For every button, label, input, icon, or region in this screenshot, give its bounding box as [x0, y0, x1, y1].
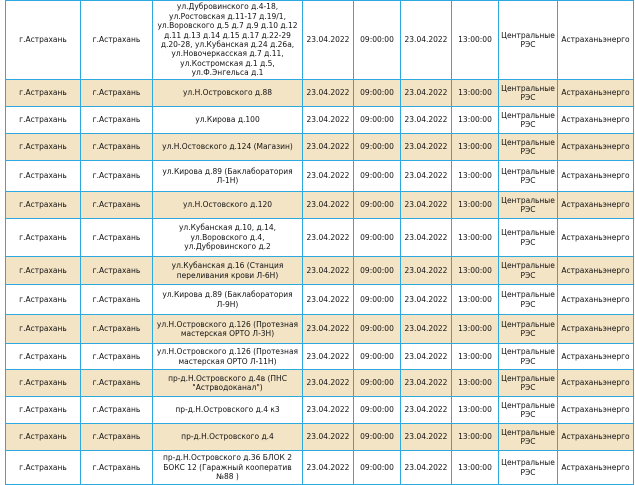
time-to-cell: 13:00:00 — [452, 370, 499, 397]
company-cell: Астраханьэнерго — [558, 161, 634, 192]
time-to-cell: 13:00:00 — [452, 315, 499, 344]
table-row — [6, 424, 634, 451]
company-cell: Астраханьэнерго — [558, 315, 634, 344]
date-to-cell: 23.04.2022 — [401, 370, 452, 397]
locality-cell: г.Астрахань — [81, 257, 153, 285]
res-cell: Центральные РЭС — [499, 107, 558, 134]
table-row — [6, 107, 634, 134]
date-to-cell: 23.04.2022 — [401, 219, 452, 257]
company-cell: Астраханьэнерго — [558, 107, 634, 134]
address-cell: пр-д.Н.Островского д.4 к3 — [153, 397, 303, 424]
time-from-cell: 09:00:00 — [354, 451, 401, 485]
time-from-cell: 09:00:00 — [354, 134, 401, 161]
address-cell: ул.Н.Остовского д.120 — [153, 192, 303, 219]
date-to-cell: 23.04.2022 — [401, 424, 452, 451]
date-to-cell: 23.04.2022 — [401, 285, 452, 315]
address-cell: ул.Н.Остовского д.124 (Магазин) — [153, 134, 303, 161]
date-to-cell: 23.04.2022 — [401, 134, 452, 161]
time-to-cell: 13:00:00 — [452, 397, 499, 424]
time-to-cell: 13:00:00 — [452, 219, 499, 257]
date-from-cell: 23.04.2022 — [303, 397, 354, 424]
time-from-cell: 09:00:00 — [354, 80, 401, 107]
locality-cell: г.Астрахань — [81, 1, 153, 80]
time-from-cell: 09:00:00 — [354, 161, 401, 192]
res-cell: Центральные РЭС — [499, 1, 558, 80]
table-body — [6, 1, 634, 485]
company-cell: Астраханьэнерго — [558, 285, 634, 315]
city-cell: г.Астрахань — [6, 107, 81, 134]
company-cell: Астраханьэнерго — [558, 219, 634, 257]
time-from-cell: 09:00:00 — [354, 219, 401, 257]
table-row — [6, 1, 634, 80]
address-cell: ул.Н.Островского д.126 (Протезная мастерская ОРТО Л-11Н) — [153, 344, 303, 370]
time-to-cell: 13:00:00 — [452, 192, 499, 219]
address-cell: ул.Кубанская д.16 (Станция переливания крови Л-6Н) — [153, 257, 303, 285]
locality-cell: г.Астрахань — [81, 397, 153, 424]
time-from-cell: 09:00:00 — [354, 257, 401, 285]
company-cell: Астраханьэнерго — [558, 370, 634, 397]
locality-cell: г.Астрахань — [81, 285, 153, 315]
city-cell: г.Астрахань — [6, 285, 81, 315]
date-from-cell: 23.04.2022 — [303, 257, 354, 285]
date-to-cell: 23.04.2022 — [401, 451, 452, 485]
date-from-cell: 23.04.2022 — [303, 424, 354, 451]
time-to-cell: 13:00:00 — [452, 285, 499, 315]
res-cell: Центральные РЭС — [499, 315, 558, 344]
res-cell: Центральные РЭС — [499, 424, 558, 451]
locality-cell: г.Астрахань — [81, 161, 153, 192]
locality-cell: г.Астрахань — [81, 219, 153, 257]
outage-schedule-table — [5, 0, 634, 485]
company-cell: Астраханьэнерго — [558, 344, 634, 370]
company-cell: Астраханьэнерго — [558, 451, 634, 485]
company-cell: Астраханьэнерго — [558, 424, 634, 451]
table-row — [6, 257, 634, 285]
locality-cell: г.Астрахань — [81, 192, 153, 219]
city-cell: г.Астрахань — [6, 397, 81, 424]
address-cell: ул.Кирова д.100 — [153, 107, 303, 134]
locality-cell: г.Астрахань — [81, 370, 153, 397]
address-cell: ул.Кубанская д.10, д.14, ул.Воровского д.4, ул.Дубровинского д.2 — [153, 219, 303, 257]
date-to-cell: 23.04.2022 — [401, 192, 452, 219]
time-from-cell: 09:00:00 — [354, 370, 401, 397]
address-cell: ул.Кирова д.89 (Баклаборатория Л-9Н) — [153, 285, 303, 315]
date-from-cell: 23.04.2022 — [303, 107, 354, 134]
address-cell: пр-д.Н.Островского д.4в (ПНС "Астрводоканал") — [153, 370, 303, 397]
time-to-cell: 13:00:00 — [452, 107, 499, 134]
date-to-cell: 23.04.2022 — [401, 80, 452, 107]
locality-cell: г.Астрахань — [81, 424, 153, 451]
table-row — [6, 451, 634, 485]
res-cell: Центральные РЭС — [499, 397, 558, 424]
address-cell: ул.Н.Островского д.126 (Протезная мастерская ОРТО Л-3Н) — [153, 315, 303, 344]
time-to-cell: 13:00:00 — [452, 161, 499, 192]
city-cell: г.Астрахань — [6, 219, 81, 257]
res-cell: Центральные РЭС — [499, 80, 558, 107]
time-to-cell: 13:00:00 — [452, 257, 499, 285]
table-row — [6, 192, 634, 219]
time-to-cell: 13:00:00 — [452, 1, 499, 80]
res-cell: Центральные РЭС — [499, 134, 558, 161]
locality-cell: г.Астрахань — [81, 451, 153, 485]
city-cell: г.Астрахань — [6, 1, 81, 80]
date-from-cell: 23.04.2022 — [303, 315, 354, 344]
table-row — [6, 370, 634, 397]
time-from-cell: 09:00:00 — [354, 315, 401, 344]
date-to-cell: 23.04.2022 — [401, 1, 452, 80]
date-from-cell: 23.04.2022 — [303, 1, 354, 80]
time-from-cell: 09:00:00 — [354, 192, 401, 219]
city-cell: г.Астрахань — [6, 344, 81, 370]
time-from-cell: 09:00:00 — [354, 107, 401, 134]
res-cell: Центральные РЭС — [499, 192, 558, 219]
date-to-cell: 23.04.2022 — [401, 161, 452, 192]
date-from-cell: 23.04.2022 — [303, 161, 354, 192]
time-to-cell: 13:00:00 — [452, 344, 499, 370]
date-from-cell: 23.04.2022 — [303, 134, 354, 161]
city-cell: г.Астрахань — [6, 192, 81, 219]
res-cell: Центральные РЭС — [499, 219, 558, 257]
date-to-cell: 23.04.2022 — [401, 257, 452, 285]
locality-cell: г.Астрахань — [81, 80, 153, 107]
table-row — [6, 80, 634, 107]
res-cell: Центральные РЭС — [499, 344, 558, 370]
time-from-cell: 09:00:00 — [354, 344, 401, 370]
res-cell: Центральные РЭС — [499, 370, 558, 397]
address-cell: пр-д.Н.Островского д.4 — [153, 424, 303, 451]
city-cell: г.Астрахань — [6, 80, 81, 107]
time-from-cell: 09:00:00 — [354, 424, 401, 451]
city-cell: г.Астрахань — [6, 134, 81, 161]
time-from-cell: 09:00:00 — [354, 397, 401, 424]
time-to-cell: 13:00:00 — [452, 424, 499, 451]
time-to-cell: 13:00:00 — [452, 134, 499, 161]
table-row — [6, 397, 634, 424]
city-cell: г.Астрахань — [6, 424, 81, 451]
date-from-cell: 23.04.2022 — [303, 80, 354, 107]
address-cell: ул.Дубровинского д.4-18, ул.Ростовская д.11-17 д.19/1, ул.Воровского д.5 д.7 д.9 д.10 д.12 д.11 д.13 д.14 д.15 д.17 д.22-29 д.20-28, ул.Кубанская д.24 д.26а, ул.Новочеркасская д.7 д.11, ул.Костромская д.1 д.5, ул.Ф.Энгельса д.1 — [153, 1, 303, 80]
date-to-cell: 23.04.2022 — [401, 397, 452, 424]
date-from-cell: 23.04.2022 — [303, 219, 354, 257]
res-cell: Центральные РЭС — [499, 257, 558, 285]
address-cell: пр-д.Н.Островского д.36 БЛОК 2 БОКС 12 (Гаражный кооператив №88 ) — [153, 451, 303, 485]
date-to-cell: 23.04.2022 — [401, 315, 452, 344]
date-from-cell: 23.04.2022 — [303, 285, 354, 315]
res-cell: Центральные РЭС — [499, 451, 558, 485]
table-row — [6, 315, 634, 344]
address-cell: ул.Н.Островского д.88 — [153, 80, 303, 107]
city-cell: г.Астрахань — [6, 315, 81, 344]
date-to-cell: 23.04.2022 — [401, 344, 452, 370]
address-cell: ул.Кирова д.89 (Баклаборатория Л-1Н) — [153, 161, 303, 192]
company-cell: Астраханьэнерго — [558, 1, 634, 80]
res-cell: Центральные РЭС — [499, 161, 558, 192]
time-to-cell: 13:00:00 — [452, 451, 499, 485]
time-from-cell: 09:00:00 — [354, 285, 401, 315]
date-from-cell: 23.04.2022 — [303, 192, 354, 219]
company-cell: Астраханьэнерго — [558, 134, 634, 161]
company-cell: Астраханьэнерго — [558, 192, 634, 219]
locality-cell: г.Астрахань — [81, 315, 153, 344]
table-row — [6, 161, 634, 192]
date-from-cell: 23.04.2022 — [303, 370, 354, 397]
city-cell: г.Астрахань — [6, 370, 81, 397]
city-cell: г.Астрахань — [6, 161, 81, 192]
locality-cell: г.Астрахань — [81, 134, 153, 161]
date-from-cell: 23.04.2022 — [303, 451, 354, 485]
table-row — [6, 219, 634, 257]
table-row — [6, 344, 634, 370]
table-row — [6, 285, 634, 315]
table-row — [6, 134, 634, 161]
date-to-cell: 23.04.2022 — [401, 107, 452, 134]
date-from-cell: 23.04.2022 — [303, 344, 354, 370]
city-cell: г.Астрахань — [6, 451, 81, 485]
time-to-cell: 13:00:00 — [452, 80, 499, 107]
company-cell: Астраханьэнерго — [558, 397, 634, 424]
company-cell: Астраханьэнерго — [558, 257, 634, 285]
locality-cell: г.Астрахань — [81, 107, 153, 134]
company-cell: Астраханьэнерго — [558, 80, 634, 107]
city-cell: г.Астрахань — [6, 257, 81, 285]
res-cell: Центральные РЭС — [499, 285, 558, 315]
time-from-cell: 09:00:00 — [354, 1, 401, 80]
locality-cell: г.Астрахань — [81, 344, 153, 370]
